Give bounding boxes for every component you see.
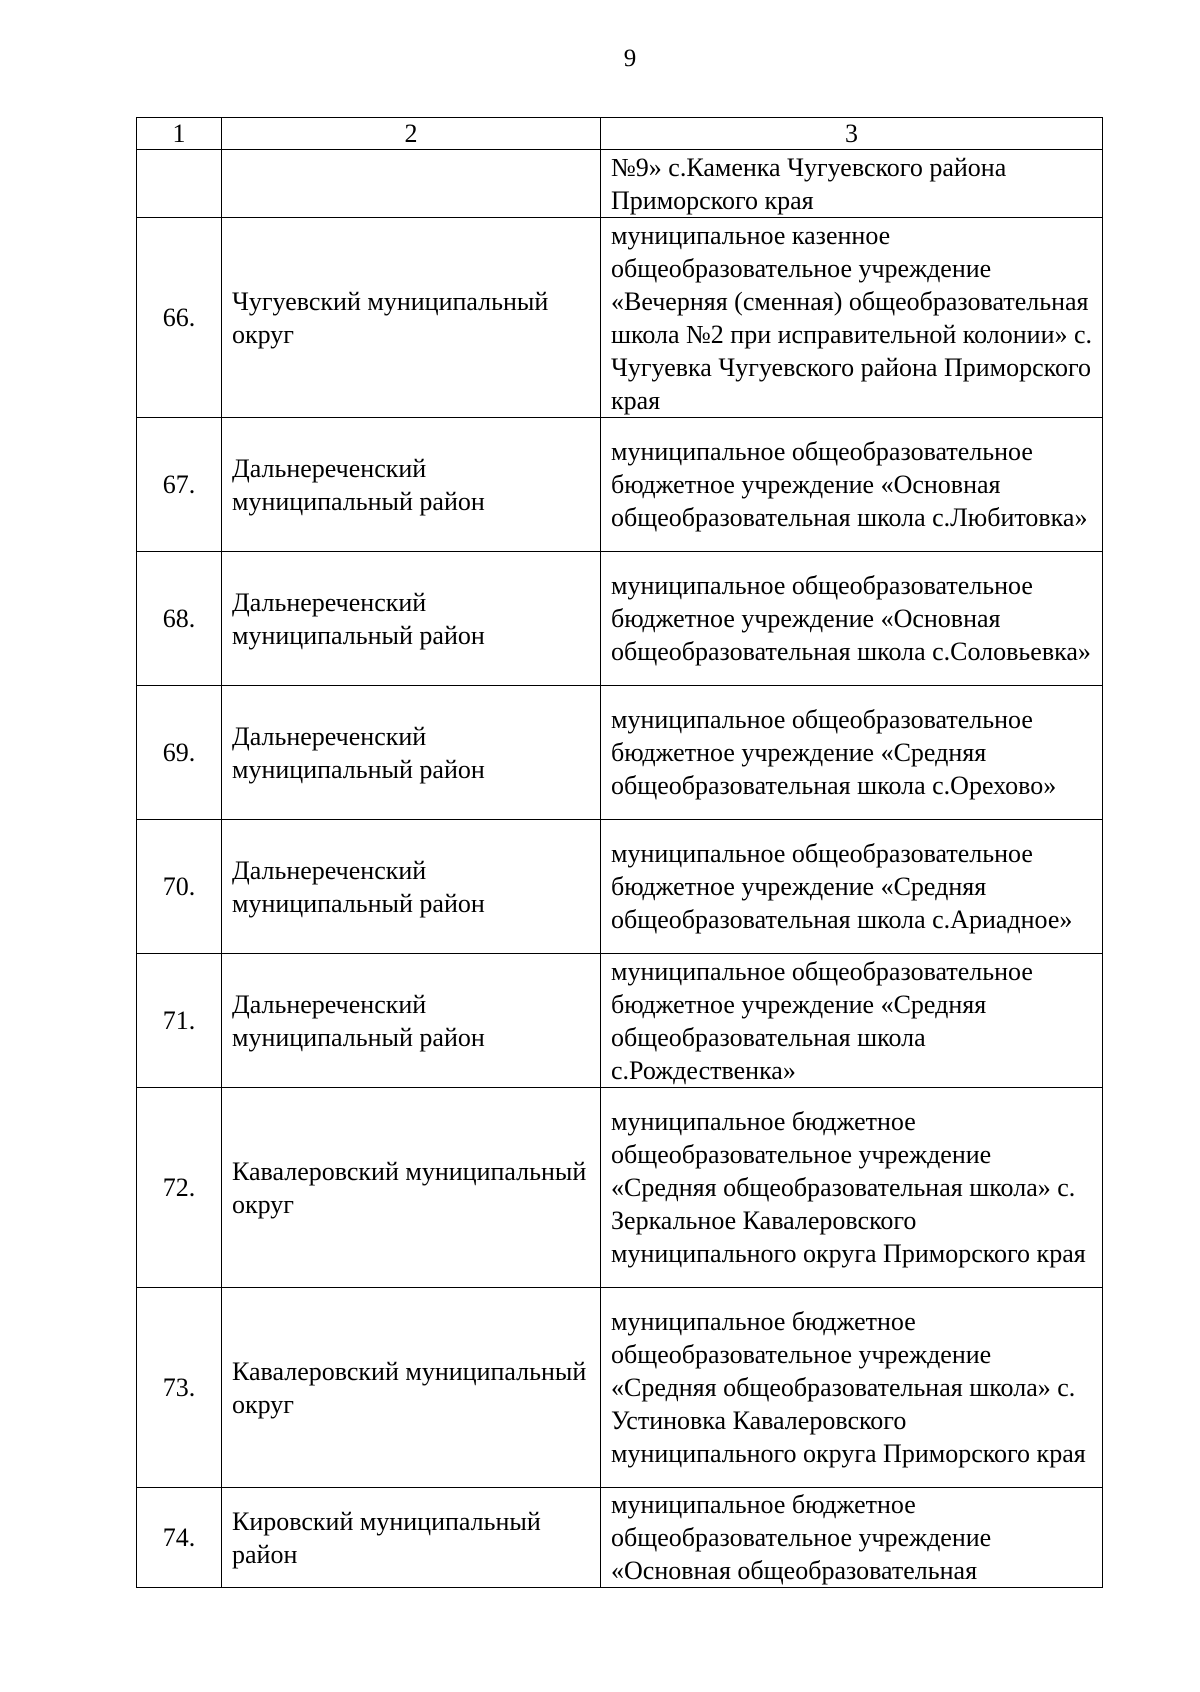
organization-cell: муниципальное общеобразовательное бюджетное учреждение «Средняя общеобразовательная школа с.Орехово» [601, 686, 1103, 820]
table-row [137, 954, 1103, 1088]
page-number: 9 [623, 45, 637, 72]
header-cell: 3 [601, 118, 1103, 150]
organization-cell: муниципальное бюджетное общеобразовательное учреждение «Средняя общеобразовательная школа» с. Зеркальное Кавалеровского муниципального округа Приморского края [601, 1088, 1103, 1288]
district-cell: Кавалеровский муниципальный округ [222, 1088, 601, 1288]
table-row [137, 1488, 1103, 1588]
organization-cell: муниципальное общеобразовательное бюджетное учреждение «Средняя общеобразовательная школа с.Ариадное» [601, 820, 1103, 954]
district-cell: Дальнереченский муниципальный район [222, 418, 601, 552]
row-number: 67. [137, 418, 222, 552]
table-header-row [137, 118, 1103, 150]
district-cell: Чугуевский муниципальный округ [222, 218, 601, 418]
row-number: 68. [137, 552, 222, 686]
table-row [137, 686, 1103, 820]
table-row [137, 1088, 1103, 1288]
table-row [137, 418, 1103, 552]
district-cell [222, 150, 601, 218]
row-number: 73. [137, 1288, 222, 1488]
table-row [137, 820, 1103, 954]
row-number [137, 150, 222, 218]
row-number: 66. [137, 218, 222, 418]
row-number: 72. [137, 1088, 222, 1288]
header-cell: 1 [137, 118, 222, 150]
organization-cell: муниципальное общеобразовательное бюджетное учреждение «Основная общеобразовательная школа с.Соловьевка» [601, 552, 1103, 686]
organization-cell: муниципальное общеобразовательное бюджетное учреждение «Средняя общеобразовательная школа с.Рождественка» [601, 954, 1103, 1088]
organization-cell: муниципальное казенное общеобразовательное учреждение «Вечерняя (сменная) общеобразовательная школа №2 при исправительной колонии» с. Чугуевка Чугуевского района Приморского края [601, 218, 1103, 418]
organization-cell: муниципальное общеобразовательное бюджетное учреждение «Основная общеобразовательная школа с.Любитовка» [601, 418, 1103, 552]
table-row [137, 150, 1103, 218]
district-cell: Дальнереченский муниципальный район [222, 686, 601, 820]
district-cell: Кавалеровский муниципальный округ [222, 1288, 601, 1488]
schools-table [136, 117, 1103, 1588]
district-cell: Кировский муниципальный район [222, 1488, 601, 1588]
organization-cell: №9» с.Каменка Чугуевского района Приморского края [601, 150, 1103, 218]
header-cell: 2 [222, 118, 601, 150]
table-row [137, 1288, 1103, 1488]
table-row [137, 218, 1103, 418]
row-number: 71. [137, 954, 222, 1088]
district-cell: Дальнереченский муниципальный район [222, 820, 601, 954]
organization-cell: муниципальное бюджетное общеобразовательное учреждение «Основная общеобразовательная [601, 1488, 1103, 1588]
row-number: 70. [137, 820, 222, 954]
row-number: 69. [137, 686, 222, 820]
row-number: 74. [137, 1488, 222, 1588]
district-cell: Дальнереченский муниципальный район [222, 552, 601, 686]
district-cell: Дальнереченский муниципальный район [222, 954, 601, 1088]
organization-cell: муниципальное бюджетное общеобразовательное учреждение «Средняя общеобразовательная школа» с. Устиновка Кавалеровского муниципального округа Приморского края [601, 1288, 1103, 1488]
table-row [137, 552, 1103, 686]
